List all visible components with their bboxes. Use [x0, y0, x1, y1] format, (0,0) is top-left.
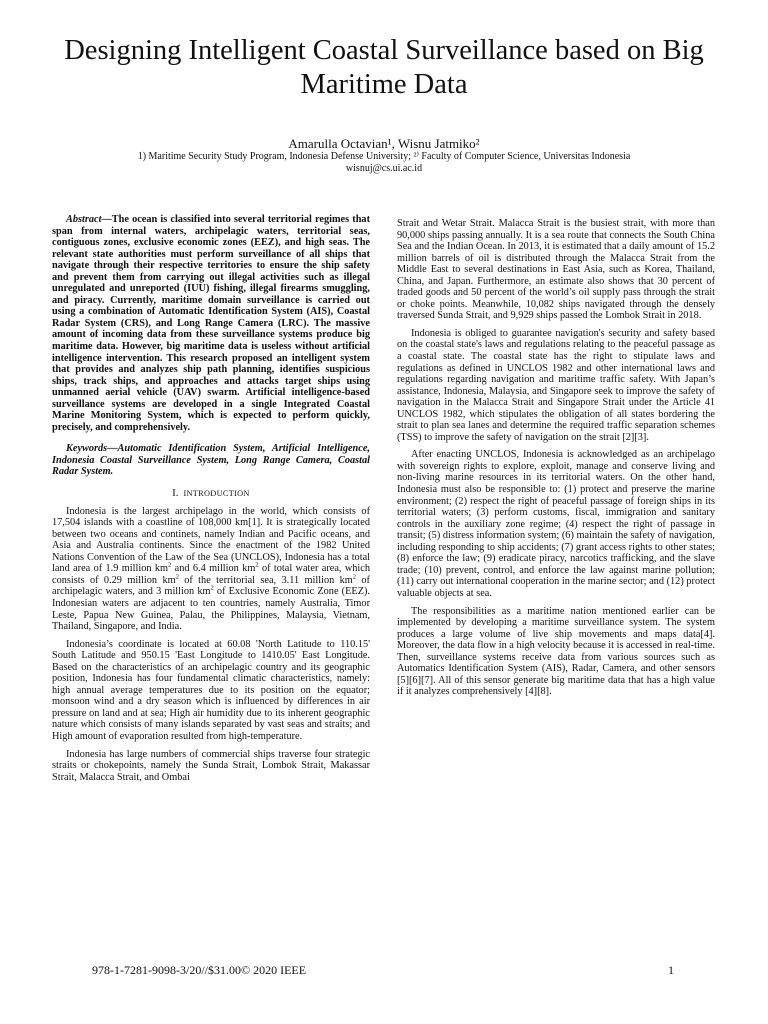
section-title: INTRODUCTION [183, 489, 250, 499]
right-paragraph-2: Indonesia is obliged to guarantee navigation's security and safety based on the coastal state's laws and regulations relating to the peaceful passage as a coastal state. The coastal state has the right to stipulate laws and regulations as defined in UNCLOS 1982 and other international laws and regulations regarding navigation and maritime traffic safety. With Japan’s assistance, Indonesia, Malaysia, and Singapore seek to improve the safety of navigation in the Malacca Strait and Singapore Strait under the Article 41 UNCLOS 1982, which stipulates the obligation of all states bordering the strait to plan sea lanes and determine the required traffic separation schemes (TSS) to improve the safety of navigation on the strait [2][3]. [397, 327, 715, 443]
text-run: of Exclusive Economic Zone (EEZ). Indonesian waters are adjacent to ten countries, namely Australia, Timor Leste, Papua New Guinea, Palau, the Philippines, Malaysia, Vietnam, Thailand, Singapore, and India. [52, 586, 370, 633]
right-column [397, 218, 715, 704]
text-run: of the territorial sea, 3.11 million km [178, 574, 353, 586]
intro-paragraph-1 [52, 506, 370, 633]
superscript: 2 [210, 584, 214, 592]
intro-paragraph-3: Indonesia has large numbers of commercial ships traverse four strategic straits or chokepoints, namely the Sunda Strait, Lombok Strait, Makassar Strait, Malacca Strait, and Ombai [52, 748, 370, 783]
keywords [52, 443, 370, 478]
section-heading-introduction [52, 488, 370, 500]
right-paragraph-3: After enacting UNCLOS, Indonesia is acknowledged as an archipelago with sovereign rights to explore, exploit, manage and conserve living and non-living marine resources in its territorial waters. On the other hand, Indonesia must also be responsible to: (1) protect and preserve the marine environment; (2) respect the right of peaceful passage of foreign ships in its territorial waters; (3) perform customs, fiscal, immigration and sanitary controls in the auxiliary zone regime; (4) respect the right of passage in transit; (5) distress information system; (6) maintain the safety of navigation, including responding to ship accidents; (7) grant access rights to other states; (8) enforce the law; (9) eradicate piracy, narcotics trafficking, and the slave trade; (10) prevent, control, and enforce the law against marine pollution; (11) carry out international cooperation in the marine sector; and (12) protect valuable objects at sea. [397, 449, 715, 599]
keywords-label: Keywords— [66, 443, 118, 455]
right-paragraph-1: Strait and Wetar Strait. Malacca Strait is the busiest strait, with more than 90,000 ships passing annually. It is a sea route that connects the South China Sea and the Indian Ocean. In 2013, it is estimated that a daily amount of 15.2 million barrels of oil is distributed through the Malacca Strait from the Middle East to several destinations in East Asia, such as Korea, Thailand, China, and Japan. Furthermore, an estimate also shows that 30 percent of traded goods and 50 percent of the world’s oil supply pass through the strait or choke points. Meanwhile, 10,082 ships navigated through the densely traversed Sunda Strait, and 9,929 ships passed the Lombok Strait in 2018. [397, 218, 715, 322]
superscript: 2 [175, 573, 179, 581]
left-column [52, 214, 370, 789]
text-run: Indonesia is the largest archipelago in the world, which consists of 17,504 islands with a coastline of 108,000 km[1]. It is strategically located between two oceans and continets, namely Indian and Pacific oceans, and Asia and Australia continents. Since the enactment of the 1982 United Nations Convention of the Law of the Sea (UNCLOS), Indonesia has a total land area of 1.9 million km [52, 505, 370, 575]
contact-email: wisnuj@cs.ui.ac.id [345, 163, 423, 174]
superscript: 2 [255, 561, 259, 569]
text-run: of archipelagic waters, and 3 million km [52, 574, 370, 598]
superscript: 2 [168, 561, 172, 569]
author-list: Amarulla Octavian¹, Wisnu Jatmiko² [288, 136, 480, 151]
section-number: I. [172, 488, 179, 500]
paper-title: Designing Intelligent Coastal Surveillance based on Big Maritime Data [64, 35, 704, 100]
page-number: 1 [668, 963, 674, 977]
text-run: and 6.4 million km [171, 563, 256, 575]
superscript: 2 [352, 573, 357, 581]
abstract-label: Abstract— [66, 214, 112, 225]
abstract-text: The ocean is classified into several territorial regimes that span from internal waters, archipelagic waters, territorial seas, contiguous zones, exclusive economic zones (EEZ), and high seas. The relevant state authorities must perform surveillance of all ships that navigate through their respective territories to ensure the ship safety and prevent them from carrying out illegal activities such as illegal unregulated and unreported (IUU) fishing, illegal firearms smuggling, and piracy. Currently, maritime domain surveillance is carried out using a combination of Automatic Identification System (AIS), Coastal Radar System (CRS), and Long Range Camera (LRC). The massive amount of incoming data from these surveillance systems produce big maritime data. However, big maritime data is useless without artificial intelligence intervention. This research proposed an intelligent system that provides and analyzes ship path planning, identifies suspicious ships, track ships, and approaches and attacks target ships using unmanned aerial vehicle (UAV) swarm. Artificial intelligence-based surveillance systems are developed in a single Integrated Coastal Marine Monitoring System, which is expected to perform quickly, precisely, and comprehensively. [52, 214, 370, 433]
affiliations: 1) Maritime Security Study Program, Indonesia Defense University; ²⁾ Faculty of Computer Science, Universitas Indonesia [137, 151, 631, 162]
keywords-text: Automatic Identification System, Artificial Intelligence, Indonesia Coastal Surveillance System, Long Range Camera, Coastal Radar System. [52, 443, 370, 478]
right-paragraph-4: The responsibilities as a maritime nation mentioned earlier can be implemented by developing a maritime surveillance system. The system produces a large volume of live ship movements and maps data[4]. Moreover, the data flow in a high velocity because it is accessed in real-time. Then, surveillance systems receive data from various sources such as Automatics Identification System (AIS), Radar, Camera, and other sensors [5][6][7]. All of this sensor generate big maritime data that has a high value if it analyzes comprehensively [4][8]. [397, 605, 715, 698]
abstract [52, 214, 370, 433]
intro-paragraph-2: Indonesia’s coordinate is located at 60.08 'North Latitude to 110.15' South Latitude and 950.15 'East Longitude to 1410.05' East Longitude. Based on the characteristics of an archipelagic country and its geographic position, Indonesia has four fundamental climatic characteristics, namely: high annual average temperatures due to its position on the equator; monsoon wind and a dry season which is influenced by differences in air pressure on land and at sea; High air humidity due to its inherent geographic nature which consists of many islands separated by vast seas and straits; and High amount of evaporation resulted from high-temperature. [52, 638, 370, 742]
text-run: of total water area, which consists of 0.29 million km [52, 563, 370, 586]
copyright-notice: 978-1-7281-9098-3/20//$31.00© 2020 IEEE [92, 963, 307, 977]
